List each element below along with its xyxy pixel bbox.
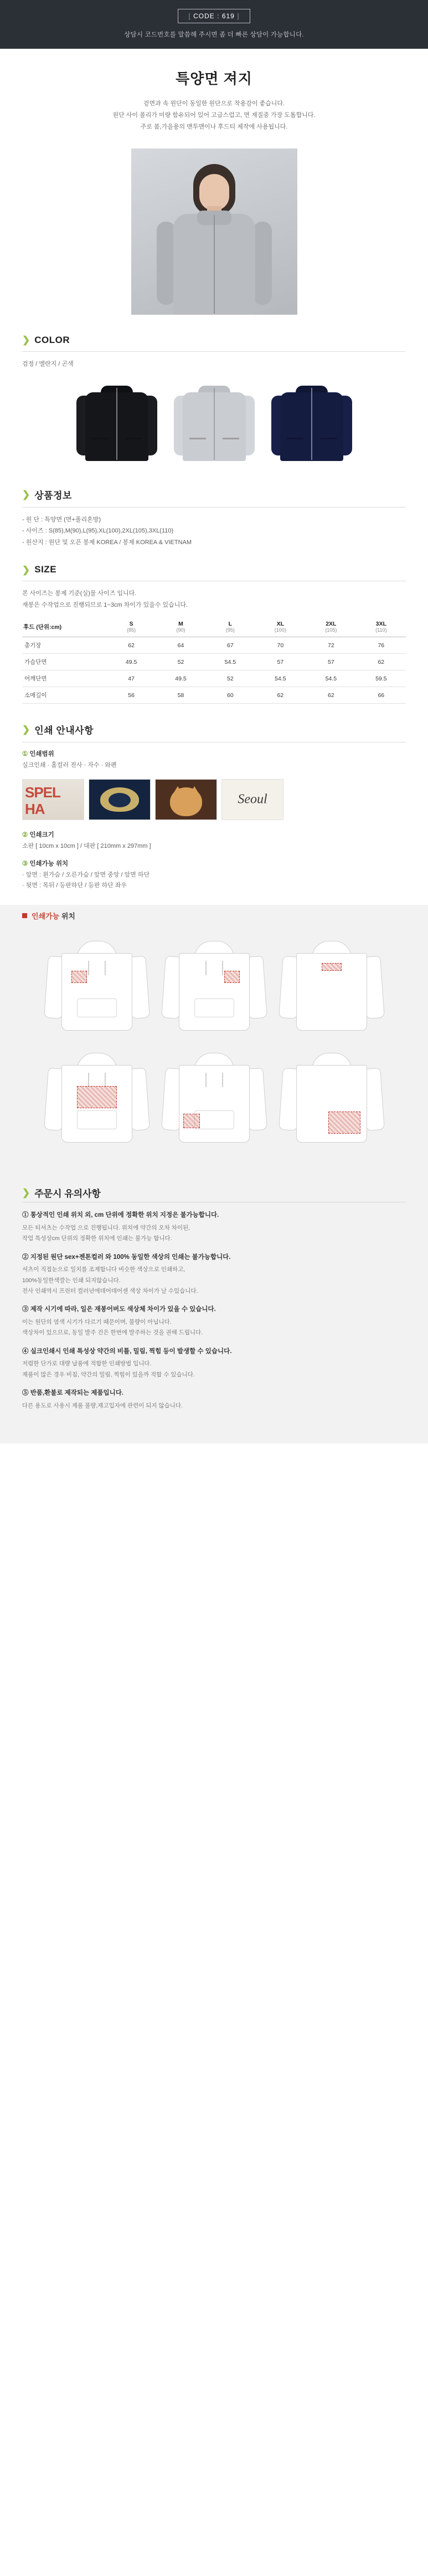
cell: 70 <box>255 637 306 654</box>
notice-body-4-line-2: 제품이 많은 경우 비침, 약간의 밀림, 찍힘이 있을까 적합 수 있습니다. <box>22 1371 195 1378</box>
hoodie-pocket <box>194 998 234 1017</box>
hoodie-drawstring-left <box>205 961 207 975</box>
size-col-3-sub: (95) <box>225 627 235 633</box>
title-block <box>0 49 428 139</box>
model-face <box>199 174 229 211</box>
notice-body-3-line-2: 색상차이 있으므로, 동일 발주 건은 한번에 발주하는 것을 권해 드립니다. <box>22 1329 203 1336</box>
product-description <box>0 98 428 133</box>
position-front-line: · 앞면 : 왼가슴 / 오른가슴 / 앞면 중앙 / 앞면 하단 <box>22 871 150 878</box>
cell: 52 <box>205 670 255 687</box>
cell: 54.5 <box>205 654 255 670</box>
notice-title-1: ① 통상적인 인쇄 위치 외, cm 단위에 정확한 위치 지정은 불가능합니다. <box>22 1212 219 1219</box>
cell: 47 <box>106 670 156 687</box>
jacket-pocket-left <box>92 438 109 439</box>
size-col-5-label: 2XL <box>326 621 337 628</box>
size-col-s <box>106 617 156 637</box>
cell: 54.5 <box>255 670 306 687</box>
cell: 66 <box>357 687 406 704</box>
guide-label-1: 인쇄범위 <box>29 751 54 758</box>
row-label: 가슴단면 <box>22 654 106 670</box>
garment-front-bottom-left <box>160 1046 269 1149</box>
size-col-4-sub: (100) <box>274 627 286 633</box>
print-guide-item-range <box>22 749 406 771</box>
diagram-row-2 <box>22 1046 406 1149</box>
hoodie-pocket <box>77 998 117 1017</box>
size-table-header-row <box>22 617 406 637</box>
notice-item-5 <box>22 1388 406 1411</box>
notice-body-2 <box>22 1264 406 1297</box>
hoodie-drawstring-right <box>105 961 106 975</box>
chevron-right-icon: ❯ <box>22 489 30 500</box>
model-arm-right <box>253 222 272 305</box>
chevron-right-icon: ❯ <box>22 564 30 575</box>
jacket-swatch-navy[interactable] <box>270 380 353 469</box>
print-guide-body-3 <box>22 870 406 892</box>
table-row <box>22 654 406 670</box>
garment-back-neck <box>277 934 386 1037</box>
jacket-swatch-black[interactable] <box>75 380 158 469</box>
hoodie-body <box>61 953 132 1031</box>
top-banner <box>0 0 428 49</box>
cell: 54.5 <box>306 670 357 687</box>
color-heading: COLOR <box>34 334 70 345</box>
order-notice-heading: 주문시 유의사항 <box>34 1189 101 1200</box>
size-col-label <box>22 617 106 637</box>
chevron-right-icon: ❯ <box>22 724 30 735</box>
size-col-5-sub: (105) <box>325 627 337 633</box>
hoodie-drawstring-right <box>105 1073 106 1087</box>
size-table <box>22 617 406 704</box>
hoodie-pocket <box>194 1110 234 1129</box>
jacket-pocket-right <box>125 438 142 439</box>
cell: 60 <box>205 687 255 704</box>
cell: 76 <box>357 637 406 654</box>
print-guide-title-3 <box>22 859 406 868</box>
size-col-4-label: XL <box>276 621 285 628</box>
print-mark-back-neck[interactable] <box>322 963 342 971</box>
notice-body-3 <box>22 1317 406 1339</box>
order-notice-section <box>0 1171 428 1443</box>
sample-text-line2: HA <box>25 800 45 817</box>
size-col-1-sub: (85) <box>127 627 136 633</box>
notice-item-3 <box>22 1304 406 1338</box>
print-guide-title-1 <box>22 749 406 758</box>
notice-body-2-line-2: 100%동일한색깔는 인쇄 되지않습니다. <box>22 1277 121 1284</box>
row-label: 총기장 <box>22 637 106 654</box>
cell: 59.5 <box>357 670 406 687</box>
notice-item-4 <box>22 1346 406 1380</box>
description-line-3: 주로 봄,가을용의 맨투맨이나 후드티 제작에 사용됩니다. <box>140 123 288 130</box>
info-line-origin: - 원산지 : 원단 및 오픈 봉제 KOREA / 봉제 KOREA & VIETNAM <box>22 539 192 546</box>
guide-label-2: 인쇄크기 <box>29 831 54 838</box>
size-col-2-label: M <box>178 621 183 628</box>
notice-title-4: ④ 실크인쇄시 인쇄 특성상 약간의 비틀, 밀림, 찍힘 등이 발생할 수 있습니다. <box>22 1348 232 1355</box>
garment-front-center <box>43 1046 151 1149</box>
cell: 49.5 <box>156 670 205 687</box>
print-position-heading <box>32 910 75 921</box>
notice-body-5-line-1: 다른 용도로 사용시 제품 불량,재고입자에 관련이 되지 않습니다. <box>22 1402 183 1409</box>
size-section-header <box>22 559 406 578</box>
print-mark-left-chest[interactable] <box>71 971 87 983</box>
info-line-fabric: - 원 단 : 특양면 (면+폴리혼방) <box>22 516 101 523</box>
cell: 52 <box>156 654 205 670</box>
jacket-zipper <box>116 388 117 460</box>
notice-item-2 <box>22 1252 406 1297</box>
sample-typography <box>22 779 84 820</box>
row-label: 어깨단면 <box>22 670 106 687</box>
notice-body-2-line-1: 셔츠이 직접눈으로 일치를 조제합니다 비슷한 색상으로 인쇄하고, <box>22 1266 185 1273</box>
product-info-header <box>22 482 406 505</box>
sample-seoul-embroidery <box>221 779 283 820</box>
page-title: 특양면 져지 <box>176 70 252 87</box>
square-bullet-icon <box>22 913 27 918</box>
print-guide-heading: 인쇄 안내사항 <box>34 725 94 736</box>
seoul-script-text: Seoul <box>238 792 267 807</box>
hoodie-drawstring-left <box>88 1073 89 1087</box>
diagram-row-1 <box>22 934 406 1037</box>
garment-back-bottom <box>277 1046 386 1149</box>
print-mark-bottom-left[interactable] <box>183 1114 200 1128</box>
print-guide-item-size <box>22 830 406 852</box>
notice-body-4 <box>22 1359 406 1380</box>
garment-front-right-chest <box>160 934 269 1037</box>
hero-model-image <box>131 148 297 315</box>
notice-body-1-line-1: 모든 티셔츠는 수작업 으로 진행됩니다. 위치에 약간의 오차 차이된, <box>22 1224 190 1231</box>
notice-body-1 <box>22 1223 406 1245</box>
size-col-2-sub: (90) <box>176 627 185 633</box>
size-note-1: 본 사이즈는 봉제 기준(실)물 사이즈 입니다. <box>22 590 137 597</box>
info-line-sizes: - 사이즈 : S(85),M(90),L(95),XL(100),2XL(105),3XL(110) <box>22 528 174 535</box>
size-section <box>0 549 428 704</box>
product-code-text: CODE : 619 <box>193 12 235 20</box>
size-note-2: 재봉은 수작업으로 진행되므로 1~3cm 차이가 있을수 있습니다. <box>22 602 188 609</box>
cell: 62 <box>106 637 156 654</box>
hoodie-drawstring-left <box>88 961 89 975</box>
hoodie-pocket <box>77 1110 117 1129</box>
product-code-badge <box>178 9 250 23</box>
notice-body-3-line-1: 이는 원단의 염색 시기가 다르기 때문이며, 불량이 아닙니다. <box>22 1318 172 1325</box>
heading-red-part: 인쇄가능 <box>32 912 60 921</box>
description-line-2: 원단 사이 폴리가 미량 함유되어 있어 고급스럽고, 면 재질중 가장 도톰합니다. <box>112 111 316 119</box>
guide-number-2: ② <box>22 831 28 838</box>
color-section <box>0 329 428 482</box>
size-col-0-label: 후드 (단위:cm) <box>23 623 62 631</box>
divider <box>22 351 406 352</box>
notice-title-5: ⑤ 반품,환불로 제작되는 제품입니다. <box>22 1390 123 1397</box>
hoodie-body <box>179 953 250 1031</box>
color-swatch-row <box>22 370 406 482</box>
guide-number-1: ① <box>22 751 28 758</box>
jacket-pocket-right <box>223 438 239 439</box>
order-notice-header <box>22 1186 406 1200</box>
product-info-list <box>22 514 406 549</box>
garment-front-left-chest <box>43 934 151 1037</box>
print-position-header <box>0 910 428 921</box>
size-col-3-label: L <box>228 621 233 628</box>
chevron-right-icon: ❯ <box>22 1187 30 1198</box>
jacket-zipper <box>214 388 215 460</box>
jacket-pocket-right <box>320 438 337 439</box>
hoodie-drawstring-left <box>205 1073 207 1087</box>
bracket-close: ] <box>237 12 240 20</box>
print-position-diagrams <box>0 926 428 1171</box>
print-guide-body-1: 실크인쇄 · 홀컬러 전사 · 자수 · 와펜 <box>22 762 117 769</box>
hoodie-drawstring-right <box>222 961 223 975</box>
size-heading: SIZE <box>34 564 57 575</box>
print-guide-body-2: 소판 [ 10cm x 10cm ] / 대판 [ 210mm x 297mm ] <box>22 842 151 849</box>
size-col-l <box>205 617 255 637</box>
product-info-heading: 상품정보 <box>34 490 72 501</box>
cell: 58 <box>156 687 205 704</box>
chevron-right-icon: ❯ <box>22 335 30 346</box>
color-section-header <box>22 329 406 349</box>
description-line-1: 겉면과 속 원단이 동일한 원단으로 착용감이 좋습니다. <box>143 100 285 107</box>
size-col-m <box>156 617 205 637</box>
size-col-2xl <box>306 617 357 637</box>
sample-cat-patch <box>155 779 217 820</box>
size-col-xl <box>255 617 306 637</box>
row-label: 소매길이 <box>22 687 106 704</box>
size-col-3xl <box>357 617 406 637</box>
notice-body-1-line-2: 작업 특성상cm 단위의 정확한 위치에 인쇄는 불가능 합니다. <box>22 1235 172 1242</box>
print-position-band <box>0 905 428 926</box>
print-guide-header <box>22 717 406 740</box>
bracket-open: [ <box>188 12 191 20</box>
size-notes <box>22 588 406 611</box>
cell: 57 <box>255 654 306 670</box>
size-table-head <box>22 617 406 637</box>
table-row <box>22 637 406 654</box>
cat-face <box>170 787 202 816</box>
jacket-pocket-left <box>287 438 303 439</box>
print-sample-row <box>22 775 406 823</box>
hoodie-body <box>179 1065 250 1143</box>
cell: 62 <box>306 687 357 704</box>
cell: 72 <box>306 637 357 654</box>
heading-plain-part: 위치 <box>61 912 75 921</box>
print-guide-item-position <box>22 859 406 892</box>
hero-image-wrap <box>0 139 428 329</box>
notice-body-5 <box>22 1401 406 1411</box>
size-col-1-label: S <box>129 621 133 628</box>
notice-item-1 <box>22 1210 406 1244</box>
position-back-line: · 뒷면 : 목뒤 / 등판하단 / 등판 하단 좌우 <box>22 882 127 889</box>
sample-emblem <box>89 779 151 820</box>
size-col-6-label: 3XL <box>375 621 386 628</box>
print-guide-title-2 <box>22 830 406 839</box>
size-table-body <box>22 637 406 704</box>
cell: 67 <box>205 637 255 654</box>
table-row <box>22 670 406 687</box>
color-options-text: 검정 / 멜란지 / 곤색 <box>22 360 74 367</box>
model-jacket-zipper <box>214 215 215 314</box>
jacket-pocket-left <box>189 438 206 439</box>
guide-label-3: 인쇄가능 위치 <box>29 860 69 867</box>
sample-text-line1: SPEL <box>25 783 60 801</box>
cell: 57 <box>306 654 357 670</box>
cell: 49.5 <box>106 654 156 670</box>
hoodie-drawstring-right <box>222 1073 223 1087</box>
emblem-inner-shape <box>109 793 131 807</box>
jacket-swatch-melange[interactable] <box>173 380 256 469</box>
notice-title-2: ② 지정된 원단 sex+젠톤컬러 와 100% 동일한 색상의 인쇄는 불가능합니다. <box>22 1253 231 1261</box>
notice-title-3: ③ 제작 시기에 따라, 일은 재봉어버도 색상체 차이가 있을 수 있습니다. <box>22 1306 216 1313</box>
notice-body-4-line-1: 저렴한 단가로 대량 납품에 적합한 인쇄방법 입니다. <box>22 1360 152 1368</box>
model-arm-left <box>157 222 176 305</box>
banner-subtitle: 상담시 코드번호를 말씀해 주시면 좀 더 빠른 상담이 가능합니다. <box>124 32 304 38</box>
cell: 56 <box>106 687 156 704</box>
divider <box>22 507 406 508</box>
size-col-6-sub: (110) <box>375 627 387 633</box>
notice-body-2-line-3: 전사 인쇄역시 프린터 컬러년에데어데어센 색상 차이가 날 수있습니다. <box>22 1287 198 1294</box>
cell: 64 <box>156 637 205 654</box>
cell: 62 <box>255 687 306 704</box>
guide-number-3: ③ <box>22 860 28 867</box>
product-info-section <box>0 482 428 549</box>
print-mark-right-chest[interactable] <box>224 971 240 983</box>
cell: 62 <box>357 654 406 670</box>
print-mark-center-chest[interactable] <box>77 1086 117 1108</box>
print-mark-back-bottom[interactable] <box>328 1112 360 1134</box>
table-row <box>22 687 406 704</box>
print-guide-section <box>0 704 428 905</box>
jacket-zipper <box>311 388 312 460</box>
